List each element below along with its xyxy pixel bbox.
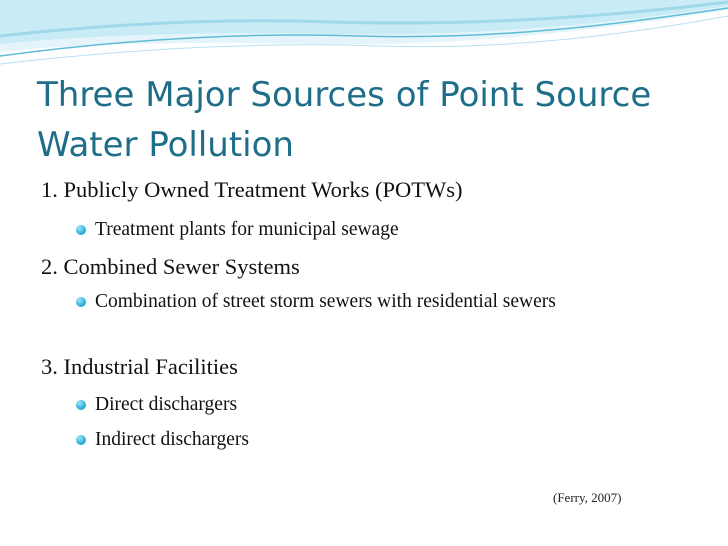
sub-item (76, 216, 399, 243)
sub-item (76, 391, 237, 418)
bullet-icon (76, 297, 86, 307)
sub-item (76, 288, 646, 315)
bullet-icon (76, 225, 86, 235)
list-item-combined-sewer: 2. Combined Sewer Systems (41, 254, 300, 279)
list-item-potws: 1. Publicly Owned Treatment Works (POTWs) (41, 177, 463, 202)
bullet-icon (76, 400, 86, 410)
sub-item-text: Combination of street storm sewers with residential sewers (95, 291, 556, 312)
slide-title-line-2: Water Pollution (37, 125, 294, 165)
sub-item-text: Treatment plants for municipal sewage (95, 219, 399, 240)
bullet-icon (76, 435, 86, 445)
list-item-industrial: 3. Industrial Facilities (41, 354, 238, 379)
sub-item (76, 426, 249, 453)
sub-item-text: Direct dischargers (95, 394, 238, 415)
sub-item-text: Indirect dischargers (95, 429, 249, 450)
citation: (Ferry, 2007) (553, 490, 622, 505)
slide-title-line-1: Three Major Sources of Point Source (37, 75, 652, 115)
slide-title (37, 70, 697, 170)
